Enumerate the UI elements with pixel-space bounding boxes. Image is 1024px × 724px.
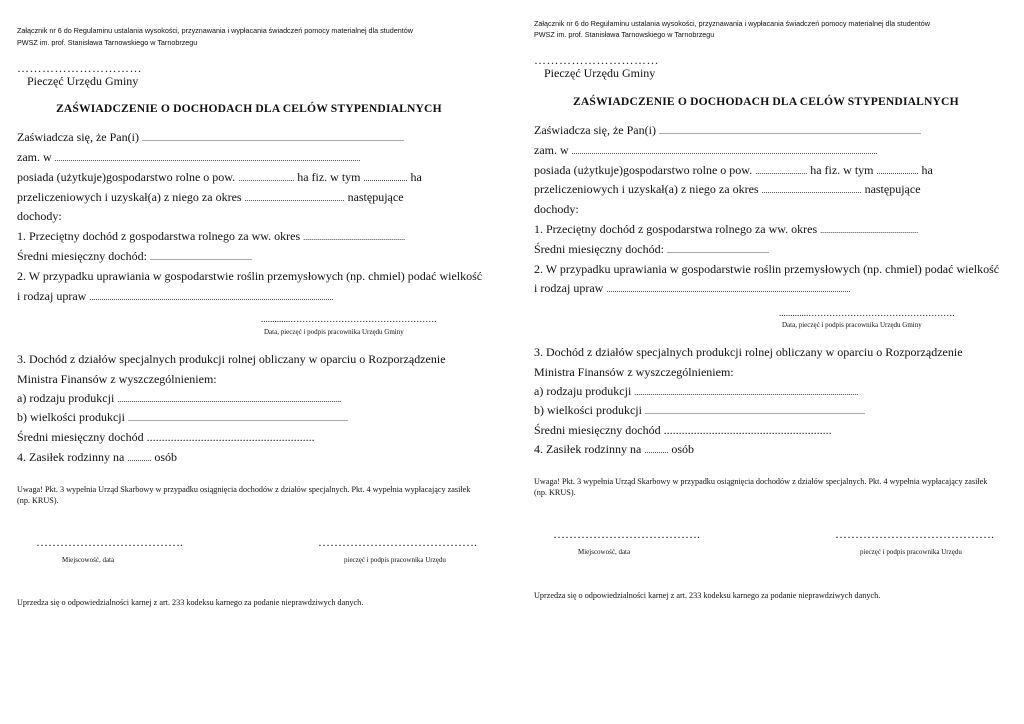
place-date-label: Miejscowość, data bbox=[62, 556, 115, 564]
attachment-header-line2: PWSZ im. prof. Stanisława Tarnowskiego w Tarnobrzegu bbox=[17, 38, 198, 47]
persons-label: osób bbox=[671, 442, 694, 456]
avg-monthly-line bbox=[534, 242, 769, 257]
item4-label: 4. Zasiłek rodzinny na bbox=[17, 450, 125, 464]
signature-dots: .............…………………………………………. bbox=[261, 314, 437, 324]
owns-label: posiada (użytkuje)gospodarstwo rolne o pow. bbox=[17, 170, 236, 184]
place-date-dots: ………………………………. bbox=[553, 527, 700, 541]
owns-label: posiada (użytkuje)gospodarstwo rolne o pow. bbox=[534, 163, 753, 177]
attachment-header-line2: PWSZ im. prof. Stanisława Tarnowskiego w Tarnobrzegu bbox=[534, 30, 715, 39]
following-label: następujące bbox=[347, 190, 404, 204]
production-type-label: a) rodzaju produkcji bbox=[534, 384, 632, 398]
avg-monthly-dots: ................................................... bbox=[149, 253, 252, 262]
stamp-dots: ………………………… bbox=[534, 53, 659, 67]
avg-monthly-label: Średni miesięczny dochód: bbox=[17, 249, 147, 263]
residing-label: zam. w bbox=[534, 143, 569, 157]
place-date-label: Miejscowość, data bbox=[578, 548, 631, 556]
persons-label: osób bbox=[154, 450, 177, 464]
certifies-label: Zaświadcza się, że Pan(i) bbox=[17, 130, 139, 144]
section3-avg-label: Średni miesięczny dochód bbox=[17, 430, 144, 444]
owns-line bbox=[17, 170, 422, 185]
signature-caption: Data, pieczęć i podpis pracownika Urzędu Gminy bbox=[264, 328, 404, 336]
stamp-label: Pieczęć Urzędu Gminy bbox=[27, 74, 139, 88]
name-field-dots: ................................................................................................................................... bbox=[141, 134, 404, 143]
production-size-dots: .............................................................................................................. bbox=[127, 414, 348, 423]
farm-income-dots: ................................................... bbox=[303, 233, 406, 242]
avg-monthly-line bbox=[17, 249, 252, 264]
income-label: dochody: bbox=[534, 202, 579, 216]
section3-avg-label: Średni miesięczny dochód bbox=[534, 423, 661, 437]
item4-line bbox=[534, 442, 694, 457]
attachment-header-line1: Załącznik nr 6 do Regulaminu ustalania wysokości, przyznawania i wypłacania świadczeń pomocy materialnej dla studentów bbox=[17, 26, 413, 35]
certificate-form-left bbox=[0, 0, 500, 724]
following-label: następujące bbox=[864, 182, 921, 196]
crop-type-label: i rodzaj upraw bbox=[17, 289, 87, 303]
converted-line bbox=[17, 190, 404, 205]
section3-avg-line bbox=[534, 423, 832, 438]
official-sign-label: pieczęć i podpis pracownika Urzędu bbox=[344, 556, 446, 564]
item1-label: 1. Przeciętny dochód z gospodarstwa rolnego za ww. okres bbox=[17, 229, 301, 243]
ha-label: ha bbox=[410, 170, 422, 184]
item2-label: 2. W przypadku uprawiania w gospodarstwie roślin przemysłowych (np. chmiel) podać wielkość bbox=[534, 262, 1000, 276]
perjury-warning: Uprzedza się o odpowiedzialności karnej z art. 233 kodeksu karnego za podanie nieprawdziwych danych. bbox=[17, 598, 364, 607]
crop-type-label: i rodzaj upraw bbox=[534, 281, 604, 295]
stamp-dots: ………………………… bbox=[17, 61, 142, 75]
official-sign-dots: …………………………………. bbox=[835, 527, 994, 541]
avg-monthly-dots: ................................................... bbox=[666, 246, 769, 255]
production-size-dots: .............................................................................................................. bbox=[644, 407, 865, 416]
owns-line bbox=[534, 163, 933, 178]
place-date-dots: ………………………………. bbox=[36, 535, 183, 549]
section3-line2: Ministra Finansów z wyszczególnieniem: bbox=[534, 365, 734, 379]
document-title: ZAŚWIADCZENIE O DOCHODACH DLA CELÓW STYPENDIALNYCH bbox=[56, 102, 442, 115]
item2-label: 2. W przypadku uprawiania w gospodarstwie roślin przemysłowych (np. chmiel) podać wielkość bbox=[17, 269, 483, 283]
farm-income-dots: ................................................. bbox=[820, 226, 919, 235]
item1-label: 1. Przeciętny dochód z gospodarstwa rolnego za ww. okres bbox=[534, 222, 818, 236]
name-field-dots: ................................................................................................................................... bbox=[658, 127, 921, 136]
crop-type-dots: .......................................................................................................................... bbox=[606, 285, 851, 294]
certifies-line bbox=[17, 130, 404, 145]
crop-type-line bbox=[534, 281, 850, 296]
section3-line1: 3. Dochód z działów specjalnych produkcji rolnej obliczany w oparciu o Rozporządzenie bbox=[534, 345, 963, 359]
document-title: ZAŚWIADCZENIE O DOCHODACH DLA CELÓW STYPENDIALNYCH bbox=[573, 95, 959, 108]
item1-line bbox=[17, 229, 405, 244]
area-field-dots: ............................ bbox=[238, 174, 295, 183]
item4-dots: ............ bbox=[644, 446, 669, 455]
residing-line bbox=[534, 143, 878, 158]
section3-b-line bbox=[534, 403, 865, 418]
crop-type-line bbox=[17, 289, 333, 304]
section3-avg-dots: ........................................................ bbox=[663, 423, 832, 437]
residing-label: zam. w bbox=[17, 150, 52, 164]
production-size-label: b) wielkości produkcji bbox=[17, 410, 125, 424]
address-field-dots: ......................................................................................................................................................... bbox=[571, 147, 878, 156]
area-converted-dots: ...................... bbox=[363, 174, 408, 183]
area-converted-dots: ..................... bbox=[876, 167, 919, 176]
production-size-label: b) wielkości produkcji bbox=[534, 403, 642, 417]
ha-phys-label: ha fiz. w tym bbox=[810, 163, 874, 177]
item4-label: 4. Zasiłek rodzinny na bbox=[534, 442, 642, 456]
section3-a-line bbox=[17, 391, 341, 406]
period-field-dots: .................................................. bbox=[761, 186, 862, 195]
section3-avg-dots: ........................................................ bbox=[146, 430, 315, 444]
section3-avg-line bbox=[17, 430, 315, 445]
perjury-warning: Uprzedza się o odpowiedzialności karnej z art. 233 kodeksu karnego za podanie nieprawdziwych danych. bbox=[534, 591, 881, 600]
converted-label: przeliczeniowych i uzyskał(a) z niego za okres bbox=[534, 182, 759, 196]
signature-dots: .............…………………………………………. bbox=[779, 308, 955, 318]
income-label: dochody: bbox=[17, 209, 62, 223]
production-type-label: a) rodzaju produkcji bbox=[17, 391, 115, 405]
official-sign-label: pieczęć i podpis pracownika Urzędu bbox=[860, 548, 962, 556]
note-text: Uwaga! Pkt. 3 wypełnia Urząd Skarbowy w przypadku osiągnięcia dochodów z działów specjalnych. Pkt. 4 wypełnia wypłacający zasiłek (np. KRUS). bbox=[17, 485, 471, 505]
converted-line bbox=[534, 182, 921, 197]
stamp-label: Pieczęć Urzędu Gminy bbox=[544, 66, 656, 80]
section3-b-line bbox=[17, 410, 348, 425]
item4-line bbox=[17, 450, 177, 465]
converted-label: przeliczeniowych i uzyskał(a) z niego za okres bbox=[17, 190, 242, 204]
residing-line bbox=[17, 150, 361, 165]
avg-monthly-label: Średni miesięczny dochód: bbox=[534, 242, 664, 256]
note-text: Uwaga! Pkt. 3 wypełnia Urząd Skarbowy w przypadku osiągnięcia dochodów z działów specjalnych. Pkt. 4 wypełnia wypłacający zasiłek (np. KRUS). bbox=[534, 477, 988, 497]
attachment-header-line1: Załącznik nr 6 do Regulaminu ustalania wysokości, przyznawania i wypłacania świadczeń pomocy materialnej dla studentów bbox=[534, 19, 930, 28]
section3-line1: 3. Dochód z działów specjalnych produkcji rolnej obliczany w oparciu o Rozporządzenie bbox=[17, 352, 446, 366]
production-type-dots: ................................................................................................................ bbox=[117, 395, 342, 404]
section3-line2: Ministra Finansów z wyszczególnieniem: bbox=[17, 372, 217, 386]
production-type-dots: ................................................................................................................ bbox=[634, 388, 859, 397]
crop-type-dots: .......................................................................................................................... bbox=[89, 293, 334, 302]
signature-caption: Data, pieczęć i podpis pracownika Urzędu Gminy bbox=[782, 321, 922, 329]
area-field-dots: .......................... bbox=[755, 167, 808, 176]
address-field-dots: ......................................................................................................................................................... bbox=[54, 154, 361, 163]
certifies-line bbox=[534, 123, 921, 138]
certifies-label: Zaświadcza się, że Pan(i) bbox=[534, 123, 656, 137]
ha-label: ha bbox=[921, 163, 933, 177]
certificate-form-right bbox=[517, 0, 1017, 724]
item1-line bbox=[534, 222, 918, 237]
period-field-dots: .................................................. bbox=[244, 194, 345, 203]
official-sign-dots: …………………………………. bbox=[318, 535, 477, 549]
ha-phys-label: ha fiz. w tym bbox=[297, 170, 361, 184]
item4-dots: ............ bbox=[127, 454, 152, 463]
section3-a-line bbox=[534, 384, 858, 399]
